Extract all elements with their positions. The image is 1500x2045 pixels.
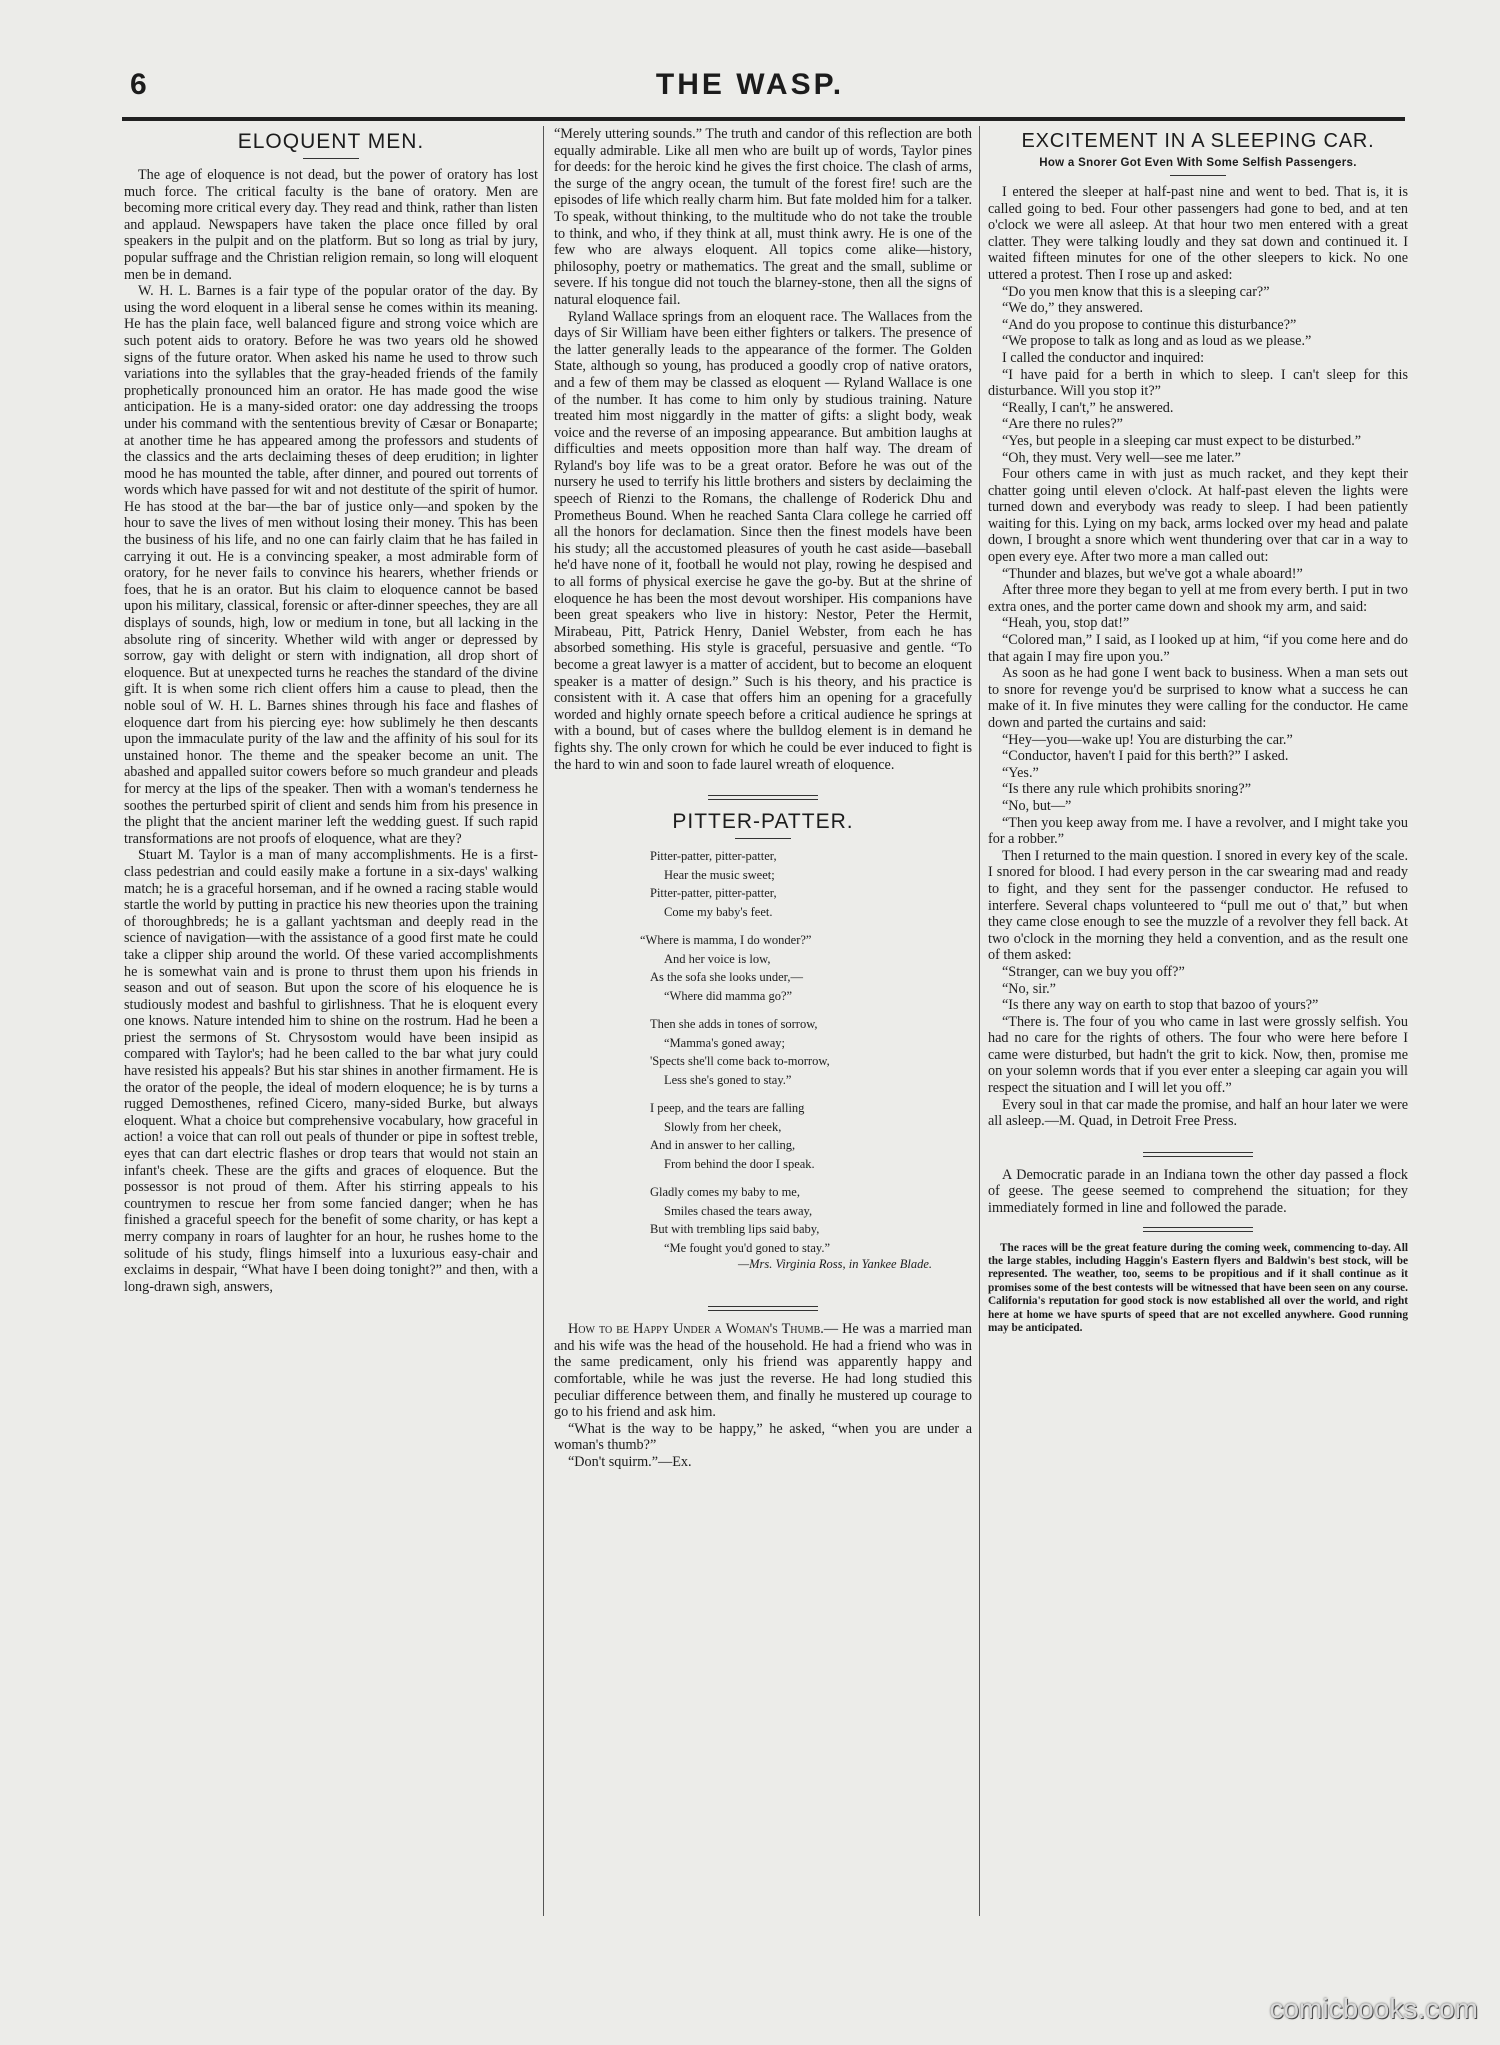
paragraph: “Colored man,” I said, as I looked up at him, “if you come here and do that again I may fire upon you.” [988, 632, 1408, 665]
poem-line: From behind the door I speak. [664, 1156, 815, 1171]
paragraph: “We do,” they answered. [1002, 300, 1144, 317]
poem-stanza [650, 1183, 972, 1257]
article-subtitle: How a Snorer Got Even With Some Selfish Passengers. [1039, 157, 1357, 169]
paragraph: Then I returned to the main question. I snored in every key of the scale. I snored for blood. I had every person in the car swearing mad and ready to fight, and they sent for the passenger conductor. He refused to interfere. Several chaps volunteered to “pull me out o' that,” but when they came close enough to see the muzzle of a revolver they fell back. At two o'clock in the morning they held a convention, and as the result one of them asked: [988, 847, 1408, 964]
paragraph: “No, but—” [1002, 797, 1072, 814]
column-eloquent-men [124, 126, 538, 1295]
section-divider [1143, 1227, 1253, 1232]
poem-line: “Mamma's goned away; [664, 1035, 785, 1050]
article-title: ELOQUENT MEN. [237, 130, 425, 153]
poem-line: Smiles chased the tears away, [664, 1203, 813, 1218]
paragraph: Every soul in that car made the promise, and half an hour later we were all asleep.—M. Quad, in Detroit Free Press. [988, 1096, 1408, 1130]
poem-line: Then she adds in tones of sorrow, [650, 1017, 818, 1032]
paragraph: “Heah, you, stop dat!” [1002, 615, 1130, 632]
paragraph: “Thunder and blazes, but we've got a whale aboard!” [1002, 565, 1303, 582]
paragraph: “Do you men know that this is a sleeping car?” [1002, 283, 1270, 300]
parade-item: A Democratic parade in an Indiana town the other day passed a flock of geese. The geese seemed to comprehend the situation; for they immediately formed in line and followed the parade. [988, 1166, 1408, 1217]
paragraph: “Oh, they must. Very well—see me later.” [1002, 449, 1241, 466]
poem-line: And in answer to her calling, [650, 1138, 796, 1153]
paragraph: Four others came in with just as much racket, and they kept their chatter going until eleven o'clock. At half-past eleven the lights were turned down and everybody was ready to sleep. I had been patiently waiting for this. Lying on my back, arms locked over my head and palate down, I brought a snore which went thundering over that car in a way to open every eye. After two more a man called out: [988, 466, 1408, 566]
poem-line: Pitter-patter, pitter-patter, [650, 849, 777, 864]
paragraph: Ryland Wallace springs from an eloquent race. The Wallaces from the days of Sir William have been either fighters or talkers. The presence of the latter generally leads to the appearance of the former. The Golden State, although so young, has produced a goodly crop of native orators, and a few of them may be classed as eloquent — Ryland Wallace is one of the number. It has come to him only by studious training. Nature treated him most niggardly in the matter of gifts: a slight body, weak voice and the reverse of an imposing appearance. But ambition laughs at difficulties and meets opposition more than half way. The dream of Ryland's boy life was to be a great orator. Before he was out of the nursery he used to terrify his little brothers and sisters by declaiming the speech of Rienzi to the Romans, the challenge of Roderick Dhu and Prometheus Bound. When he reached Santa Clara college he carried off all the honors for declamation. Since then the finest models have been his study; all the accustomed pleasures of youth he cast aside—baseball he'd have none of it, football he would not play, rowing he despised and to all forms of physical exercise he gave the go-by. But at the shrine of eloquence he has been the most devout worshiper. His companions have been great speakers who live in history: Nestor, Peter the Hermit, Mirabeau, Pitt, Patrick Henry, Daniel Webster, from each he has absorbed something. His style is graceful, persuasive and gentle. “To become a great lawyer is a matter of accident, but to become an eloquent speaker is a matter of design.” Such is his theory, and his practice is consistent with it. A case that offers him an opening for a gracefully worded and highly ornate speech before a critical audience he springs at with a bound, but of cases where the bulldog element is in demand he fights shy. The only crown for which he could be ever induced to fight is the hard to win and soon to fade laurel wreath of eloquence. [554, 308, 972, 773]
poem-line: Slowly from her cheek, [664, 1119, 782, 1134]
races-item: The races will be the great feature during the coming week, commencing to-day. All the large stables, including Haggin's Eastern flyers and Baldwin's best stock, will be represented. The weather, too, seems to be propitious and if it shall continue as it promises some of the best contests will be witnessed that have been seen on any course. California's reputation for good stock is now established all over the world, and right here at home we have spurts of speed that are not excelled anywhere. Good running may be anticipated. [988, 1241, 1408, 1335]
poem-line: As the sofa she looks under,— [650, 970, 803, 985]
paragraph: W. H. L. Barnes is a fair type of the popular orator of the day. By using the word eloquent in a liberal sense he comes within its meaning. He has the plain face, well balanced figure and strong voice which are such potent aids to oratory. Before he was two years old he showed signs of the future orator. When asked his name he used to throw such variations into the syllables that the gray-headed friends of the family prophetically pronounced him an orator. He has made good the wise anticipation. He is a many-sided orator: one day addressing the troops under his command with the sententious brevity of Cæsar or Bonaparte; at another time he has appeared among the professors and students of the classics and the arts declaiming theses of deep erudition; in lighter mood he has mounted the table, after dinner, and poured out torrents of words which have passed for wit and not destitute of the spirit of humor. He has stood at the bar—the bar of justice only—and spoken by the hour to save the lives of men without losing their money. This has been the business of his life, and no one can fairly claim that he has failed in carrying it out. He is a convincing speaker, a most admirable form of oratory, for he never fails to convince his hearers, whether friends or foes, that he is an orator. But his claim to eloquence cannot be based upon his military, classical, forensic or after-dinner speeches, they are all displays of sounds, high, low or medium in tone, but all lacking in the absolute ring of sincerity. Whether wild with anger or depressed by sorrow, gay with delight or stern with indignation, all drop short of eloquence. But at unexpected turns he reaches the standard of the divine gift. It is when some rich client offers him a cause to plead, then the noble soul of W. H. L. Barnes shines through his face and flashes of eloquence dart from his piercing eye: how sublimely he then descants upon the immaculate purity of the law and the affinity of his soul for its unstained honor. The theme and the speaker become an unit. The abashed and appalled suitor cowers before so much grandeur and pleads for mercy at the lips of the speaker. Then with a woman's tenderness he soothes the perturbed spirit of client and sends him from his presence in the plight that the ancient mariner left the wedding guest. If such rapid transformations are not proofs of eloquence, what are they? [124, 283, 538, 847]
poem-attribution: —Mrs. Virginia Ross, in Yankee Blade. [738, 1257, 932, 1272]
paragraph: I entered the sleeper at half-past nine and went to bed. That is, it is called going to bed. Four other passengers had gone to bed, and at ten o'clock we were all asleep. At that hour two men entered with a great clatter. They were talking loudly and they sat down and continued it. I waited fifteen minutes for one of the other sleepers to kick. No one uttered a protest. Then I rose up and asked: [988, 184, 1408, 283]
poem-line: And her voice is low, [664, 951, 771, 966]
title-rule [303, 158, 359, 159]
column-divider [979, 126, 980, 1916]
paragraph: “Then you keep away from me. I have a revolver, and I might take you for a robber.” [988, 814, 1408, 848]
title-rule [735, 838, 791, 839]
paragraph: “Hey—you—wake up! You are disturbing the car.” [1002, 731, 1293, 748]
article-title: EXCITEMENT IN A SLEEPING CAR. [1021, 130, 1375, 152]
poem-line: 'Spects she'll come back to-morrow, [650, 1054, 830, 1069]
paragraph: “What is the way to be happy,” he asked, “when you are under a woman's thumb?” [554, 1420, 972, 1454]
page-number: 6 [130, 68, 147, 101]
paragraph: “Don't squirm.”—Ex. [568, 1453, 692, 1470]
paragraph: “I have paid for a berth in which to sleep. I can't sleep for this disturbance. Will you stop it?” [988, 366, 1408, 400]
poem-line: “Where is mamma, I do wonder?” [640, 933, 812, 948]
poem-line: “Me fought you'd goned to stay.” [664, 1240, 830, 1255]
column-middle [554, 126, 972, 1471]
title-rule [1170, 175, 1226, 176]
paragraph: “Merely uttering sounds.” The truth and candor of this reflection are both equally admirable. Like all men who are built up of words, Taylor pines for deeds: for the heroic kind he gives the first choice. The clash of arms, the surge of the angry ocean, the tumult of the forest fire! such are the episodes of life which really charm him. But fate molded him for a talker. To speak, without thinking, to the multitude who do not take the trouble to think, and who, if they think at all, must think awry. He is one of the few who are always eloquent. All topics come alike—history, philosophy, poetry or mathematics. The great and the small, sublime or severe. If his tongue did not touch the blarney-stone, then all the signs of natural eloquence fail. [554, 126, 973, 308]
section-divider [708, 1306, 818, 1311]
anecdote [554, 1321, 972, 1421]
watermark: comicbooks.com [1269, 1993, 1478, 2024]
poem-line: Gladly comes my baby to me, [650, 1185, 800, 1200]
poem-line: Less she's goned to stay.” [664, 1072, 792, 1087]
paragraph: “Conductor, haven't I paid for this berth?” I asked. [1002, 748, 1289, 765]
poem-stanza [650, 1099, 972, 1173]
poem-line: Hear the music sweet; [664, 867, 775, 882]
paragraph: “Are there no rules?” [1002, 416, 1123, 433]
poem-line: But with trembling lips said baby, [650, 1222, 820, 1237]
paragraph: The age of eloquence is not dead, but the power of oratory has lost much force. The critical faculty is the bane of oratory. Men are becoming more critical every day. They read and think, rather than listen and applaud. Newspapers have taken the place once filled by oral speakers in the pulpit and on the platform. But so long as trial by jury, popular suffrage and the Christian religion remain, so long will eloquent men be in demand. [124, 167, 538, 283]
paragraph: “No, sir.” [1002, 980, 1056, 997]
paragraph: After three more they began to yell at me from every berth. I put in two extra ones, and the porter came down and shook my arm, and said: [988, 582, 1408, 615]
header-rule [122, 117, 1405, 121]
column-divider [543, 126, 544, 1916]
poem [640, 847, 972, 1257]
poem-title: PITTER-PATTER. [672, 810, 854, 834]
masthead: THE WASP. [655, 68, 845, 101]
paragraph: “Stranger, can we buy you off?” [1002, 963, 1185, 980]
column-sleeping-car [988, 126, 1408, 1335]
paragraph: “Is there any way on earth to stop that bazoo of yours?” [1002, 997, 1319, 1014]
poem-stanza [640, 931, 972, 1005]
paragraph: “Really, I can't,” he answered. [1002, 399, 1174, 416]
poem-line: Come my baby's feet. [664, 904, 773, 919]
section-divider [708, 795, 818, 800]
paragraph: “And do you propose to continue this disturbance?” [1002, 316, 1297, 333]
section-divider [1143, 1152, 1253, 1157]
paragraph: “We propose to talk as long and as loud as we please.” [1002, 333, 1312, 350]
poem-stanza [650, 1015, 972, 1089]
paragraph: “Is there any rule which prohibits snoring?” [1002, 781, 1251, 798]
poem-line: Pitter-patter, pitter-patter, [650, 886, 777, 901]
paragraph: Stuart M. Taylor is a man of many accomplishments. He is a first-class pedestrian and could easily make a fortune in a six-days' walking match; he is a graceful horseman, and if he owned a racing stable would startle the world by putting in practice his new theories upon the training of thoroughbreds; he is a gallant yachtsman and deeply read in the science of navigation—with the assistance of a good first mate he could take a clipper ship around the world. Of these varied accomplishments he is somewhat vain and is prone to thrust them upon his friends in season and out of season. But upon the score of his eloquence he is studiously modest and bashful to girlishness. That he is eloquent every one knows. Nature intended him to shine on the rostrum. Had he been a priest the sermons of St. Chrysostom would have been insipid as compared with Taylor's; had he been called to the bar what jury could have resisted his appeals? But his star shines in another firmament. He is the orator of the people, the ideal of modern eloquence; he is by turns a rugged Demosthenes, refined Cicero, many-sided Burke, but always eloquent. What a choice but comprehensive vocabulary, how graceful in action! a voice that can roll out peals of thunder or pipe in softest treble, eyes that can dart electric flashes or drop tears that would not stain an infant's cheek. These are the gifts and graces of eloquence. But the possessor is not proud of them. After his stirring appeals to his countrymen to rescue her from some fancied danger; when he has finished a graceful speech for the benefit of some charity, or has kept a merry company in roars of laughter for an hour, he rushes home to the solitude of his study, flings himself into a luxurious easy-chair and exclaims in despair, “What have I been doing tonight?” and then, with a long-drawn sigh, answers, [124, 847, 538, 1295]
paragraph: “Yes.” [1002, 764, 1039, 781]
poem-line: I peep, and the tears are falling [650, 1101, 805, 1116]
paragraph: As soon as he had gone I went back to business. When a man sets out to snore for revenge you'd be surprised to know what a success he can make of it. In five minutes they were calling for the conductor. He came down and parted the curtains and said: [988, 665, 1408, 731]
anecdote-title: How to be Happy Under a Woman's Thumb.— [568, 1321, 839, 1338]
article-body [988, 184, 1408, 1130]
poem-stanza [650, 847, 972, 921]
paragraph: “There is. The four of you who came in last were grossly selfish. You had no care for the rights of others. The four who were here before I came were disturbed, but hadn't the grit to kick. Now, then, promise me on your solemn words that if you ever enter a sleeping car again you will respect the situation and I will let you off.” [988, 1013, 1408, 1097]
anecdote-body: He was a married man and his wife was the head of the household. He had a friend who was in the same predicament, only his friend was apparently happy and comfortable, while he was just the reverse. He had long studied this peculiar difference between them, and finally he mustered up courage to go to his friend and ask him. [554, 1321, 973, 1421]
paragraph: I called the conductor and inquired: [1002, 349, 1205, 366]
poem-line: “Where did mamma go?” [664, 988, 793, 1003]
paragraph: “Yes, but people in a sleeping car must expect to be disturbed.” [1002, 432, 1362, 449]
